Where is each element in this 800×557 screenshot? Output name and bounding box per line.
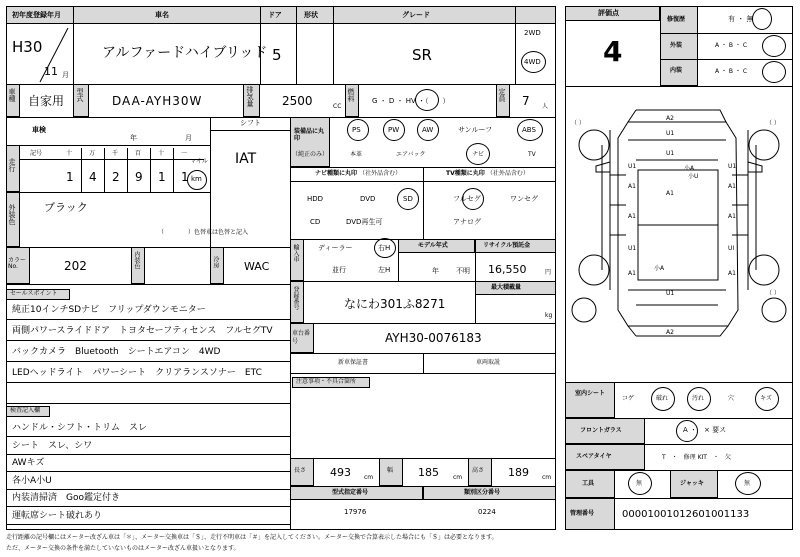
svg-text:A1: A1: [666, 190, 674, 197]
seat-condition-circle: [687, 387, 711, 411]
mileage-label: 走行: [8, 158, 16, 172]
ac-value: WAC: [244, 260, 270, 273]
navi-dvd-play: DVD再生可: [346, 218, 383, 226]
score-value: 4: [603, 35, 623, 68]
equipment-item: PS: [352, 126, 361, 134]
car-name: アルファードハイブリッド: [102, 45, 268, 61]
mileage-digit: 9: [135, 170, 143, 184]
svg-text:UI: UI: [728, 245, 735, 252]
ac-label: 冷房: [212, 256, 219, 268]
color-no-value: 202: [64, 259, 87, 273]
footer-note-1: 走行距離の記号欄にはメーター改ざん車は「＊」、メーター交換車は「＄」、走行不明車は「＃」を記入してください。メーター交換で合算表示した場合にも「＄」は必要となります。: [6, 534, 498, 541]
class-no-label: 類別区分番号: [464, 489, 501, 496]
sales-point-line: 両側パワースライドドア トヨタセーフティセンス フルセグTV: [12, 326, 273, 336]
mileage-digit-header: 十: [158, 150, 165, 157]
tools-value: 無: [636, 480, 643, 487]
notes-label: 注意事項・不具合箇所: [296, 378, 357, 385]
svg-text:小A: 小A: [654, 265, 665, 272]
tv-label: TV種類に丸印 （社外品含む）: [446, 170, 529, 177]
equipment-selected-circle: [383, 119, 405, 141]
month-unit: 月: [62, 71, 69, 79]
equipment-selected-circle: [517, 119, 543, 141]
diagram-mark: A2: [666, 115, 674, 122]
yen-unit: 円: [545, 269, 552, 276]
svg-text:A1: A1: [628, 213, 636, 220]
svg-text:（ ）: （ ）: [766, 290, 780, 297]
mile-label: マイル: [190, 158, 208, 165]
score-label: 評価点: [598, 9, 619, 17]
equipment-item: AW: [422, 126, 434, 134]
person-unit: 人: [542, 103, 549, 110]
equipment-item: ABS: [522, 126, 536, 134]
equipment-item: エアバック: [396, 151, 426, 158]
displacement-label: 排気量: [246, 86, 254, 107]
height-value: 189: [508, 466, 529, 479]
car-name-label: 車名: [155, 11, 169, 19]
equipment-item: TV: [528, 151, 536, 158]
inspector-note-line: 各小A小U: [12, 475, 52, 486]
windshield-label: フロントガラス: [580, 427, 622, 434]
max-load-label: 最大積載量: [491, 284, 522, 291]
height-cm: cm: [542, 474, 552, 481]
usage-value: 自家用: [28, 94, 65, 108]
navi-hdd: HDD: [307, 195, 324, 203]
mileage-digit: 4: [89, 170, 97, 184]
type-no-value: 17976: [344, 508, 367, 516]
sales-point-line: バックカメラ Bluetooth シートエアコン 4WD: [12, 347, 221, 357]
door-label: ドア: [268, 11, 282, 19]
shaken-year: 年: [130, 134, 137, 142]
equipment-item: 本革: [350, 151, 363, 158]
drive-4wd: 4WD: [524, 58, 541, 66]
drive-4wd-circle: [521, 51, 546, 73]
windshield-a-circle: [676, 420, 698, 442]
type-no-label: 型式指定番号: [332, 489, 369, 496]
inspector-note-line: AWキズ: [12, 458, 45, 468]
import-parallel: 並行: [332, 266, 346, 274]
svg-text:（ ）: （ ）: [766, 120, 780, 127]
model-label: 型式: [76, 88, 84, 102]
equipment-item: ナビ: [472, 151, 485, 158]
equipment-label: 装備品に丸印: [294, 128, 325, 143]
seat-condition-item: 穴: [728, 395, 735, 402]
shaken-month: 月: [185, 134, 192, 142]
color-no-label: カラーNo.: [8, 257, 27, 270]
inspector-note-line: 運転席シート破れあり: [12, 510, 103, 521]
width-value: 185: [418, 466, 439, 479]
seat-condition-item: キズ: [760, 395, 772, 402]
grade-value: SR: [412, 46, 432, 64]
tools-label: 工具: [582, 480, 595, 487]
seat-label: 室内シート: [574, 390, 605, 397]
tools-none-circle: [628, 472, 652, 495]
shape-label: 形状: [304, 11, 318, 19]
mgmt-label: 管理番号: [570, 510, 595, 517]
svg-text:U1: U1: [666, 130, 675, 137]
fuel-hv-circle: [415, 89, 439, 111]
inspector-note-line: シート スレ、シワ: [12, 440, 93, 451]
import-left: 左H: [378, 266, 391, 274]
svg-text:A1: A1: [728, 270, 736, 277]
svg-text:A1: A1: [628, 270, 636, 277]
repair-options: 有 ・ 無: [728, 15, 754, 23]
reg-month: 11: [44, 65, 58, 78]
interior-color-label: 内装色: [133, 251, 140, 269]
capacity-label: 定員: [498, 88, 506, 102]
equipment-selected-circle: [417, 119, 439, 141]
footer-note-2: ただ、メーター交換の条件を満たしていないものはメーター改ざん車扱いとなります。: [6, 545, 240, 552]
mileage-digit-header: 万: [89, 150, 96, 157]
displacement-value: 2500: [282, 94, 313, 108]
tv-oneseg: ワンセグ: [510, 195, 538, 203]
repair-label: 修復歴: [667, 16, 686, 23]
car-damage-diagram: [566, 100, 792, 340]
color-note: （ ）色替車は色替と記入: [158, 229, 249, 236]
exterior-c-circle: [762, 35, 786, 57]
capacity-value: 7: [522, 94, 530, 108]
model-value: DAA-AYH30W: [112, 94, 203, 108]
plate-value: なにわ301ふ8271: [344, 297, 446, 311]
plate-label: 登録番号: [292, 286, 299, 310]
fuel-options: G ・ D ・ HV ・（ ）: [372, 97, 450, 105]
svg-text:小A: 小A: [684, 165, 695, 172]
sales-point-line: 純正10インチSDナビ フリップダウンモニター: [12, 305, 206, 315]
width-cm: cm: [453, 474, 463, 481]
navi-sd: SD: [403, 195, 413, 203]
length-value: 493: [330, 466, 351, 479]
svg-text:U1: U1: [666, 290, 675, 297]
repair-none-circle: [752, 8, 772, 30]
import-right: 右H: [378, 244, 391, 252]
jack-label: ジャッキ: [680, 480, 704, 487]
equipment-item: PW: [388, 126, 400, 134]
seat-condition-circle: [755, 387, 779, 411]
navi-dvd: DVD: [360, 195, 376, 203]
chassis-value: AYH30-0076183: [385, 331, 482, 345]
mgmt-value: 00001001012601001133: [622, 509, 750, 520]
length-cm: cm: [364, 474, 374, 481]
tv-analog: アナログ: [453, 218, 481, 226]
color-value: ブラック: [44, 201, 88, 214]
height-label: 高さ: [472, 467, 485, 474]
svg-text:小U: 小U: [688, 173, 699, 180]
inspector-note-line: 内装清掃済 Goo鑑定付き: [12, 493, 120, 503]
color-label: 外装色: [8, 204, 16, 225]
shift-label: シフト: [240, 119, 261, 127]
mileage-digit: 1: [158, 170, 166, 184]
model-year-unit: 年: [432, 267, 439, 275]
mileage-digit-header: 一: [181, 150, 188, 157]
interior-label: 内装: [670, 67, 683, 74]
width-label: 幅: [387, 467, 394, 474]
length-label: 長さ: [294, 467, 307, 474]
chassis-label: 車台番号: [292, 330, 311, 345]
fuel-label: 燃料: [347, 88, 355, 102]
first-reg-label: 初年度登録年月: [12, 11, 61, 19]
seat-condition-item: コゲ: [622, 395, 635, 402]
model-year-label: モデル年式: [418, 242, 448, 249]
navi-sd-circle: [397, 188, 419, 210]
door-count: 5: [272, 46, 282, 64]
cc-unit: CC: [333, 103, 342, 110]
navi-cd: CD: [310, 218, 321, 226]
svg-text:U1: U1: [666, 150, 675, 157]
recycle-value: 16,550: [488, 263, 527, 276]
new-warranty: 新車保証書: [338, 359, 369, 366]
shaken-label: 車検: [32, 126, 46, 134]
drive-2wd: 2WD: [524, 29, 541, 37]
mileage-symbol-label: 記号: [30, 150, 43, 157]
seat-condition-circle: [651, 387, 675, 411]
svg-text:A1: A1: [728, 183, 736, 190]
import-label: 輸入車: [292, 244, 299, 262]
inspector-note-line: ハンドル・シフト・トリム スレ: [12, 423, 148, 433]
mileage-digit: 1: [66, 170, 74, 184]
svg-text:A1: A1: [728, 213, 736, 220]
jack-none-circle: [735, 472, 761, 495]
kg-unit: kg: [545, 312, 553, 319]
svg-text:A1: A1: [628, 183, 636, 190]
svg-text:U1: U1: [628, 245, 637, 252]
seat-condition-item: 汚れ: [692, 395, 705, 402]
navi-label: ナビ種類に丸印 （社外品含む）: [315, 170, 402, 177]
equipment-selected-circle: [347, 119, 369, 141]
equipment-navi-circle: [466, 143, 490, 165]
interior-options: A ・ B ・ C: [715, 68, 748, 75]
exterior-options: A ・ B ・ C: [715, 42, 748, 49]
km-circle: [187, 170, 207, 190]
spare-value: T ・ 修理 KIT ・ 欠: [662, 454, 731, 461]
usage-label: 車種: [8, 88, 16, 102]
svg-text:U1: U1: [728, 163, 737, 170]
spare-label: スペアタイヤ: [576, 453, 612, 460]
reg-year: H30: [12, 38, 43, 56]
import-right-circle: [374, 238, 396, 258]
mileage-digit-header: 百: [135, 150, 142, 157]
interior-c-circle: [762, 61, 786, 83]
jack-value: 無: [744, 480, 751, 487]
exterior-label: 外装: [670, 42, 683, 49]
equipment-item: サンルーフ: [458, 126, 493, 134]
grade-label: グレード: [402, 11, 430, 19]
mileage-digit: 1: [181, 170, 189, 184]
shift-value: IAT: [235, 151, 257, 167]
sales-point-line: LEDヘッドライト パワーシート クリアランスソナー ETC: [12, 368, 262, 378]
km-label: km: [191, 175, 202, 183]
recycle-label: リサイクル預託金: [483, 242, 531, 249]
model-year-unknown: 不明: [456, 267, 470, 275]
seat-condition-item: 破れ: [656, 395, 669, 402]
sales-points-label: セールスポイント: [10, 290, 58, 297]
svg-text:（ ）: （ ）: [571, 120, 585, 127]
inspector-label: 検査記入欄: [10, 407, 41, 414]
equipment-sub: （純正のみ）: [292, 151, 329, 158]
vehicle-manual: 車両取説: [476, 359, 501, 366]
mileage-digit-header: 十: [66, 150, 73, 157]
svg-text:A2: A2: [666, 329, 674, 336]
tv-fullseg: フルセグ: [453, 195, 481, 203]
class-no-value: 0224: [478, 508, 496, 516]
svg-text:U1: U1: [628, 163, 637, 170]
tv-fullseg-circle: [462, 188, 484, 210]
import-dealer: ディーラー: [318, 244, 353, 252]
mileage-digit: 2: [112, 170, 120, 184]
mileage-digit-header: 千: [112, 150, 119, 157]
windshield-value: A ・ × 要ス: [683, 426, 727, 434]
